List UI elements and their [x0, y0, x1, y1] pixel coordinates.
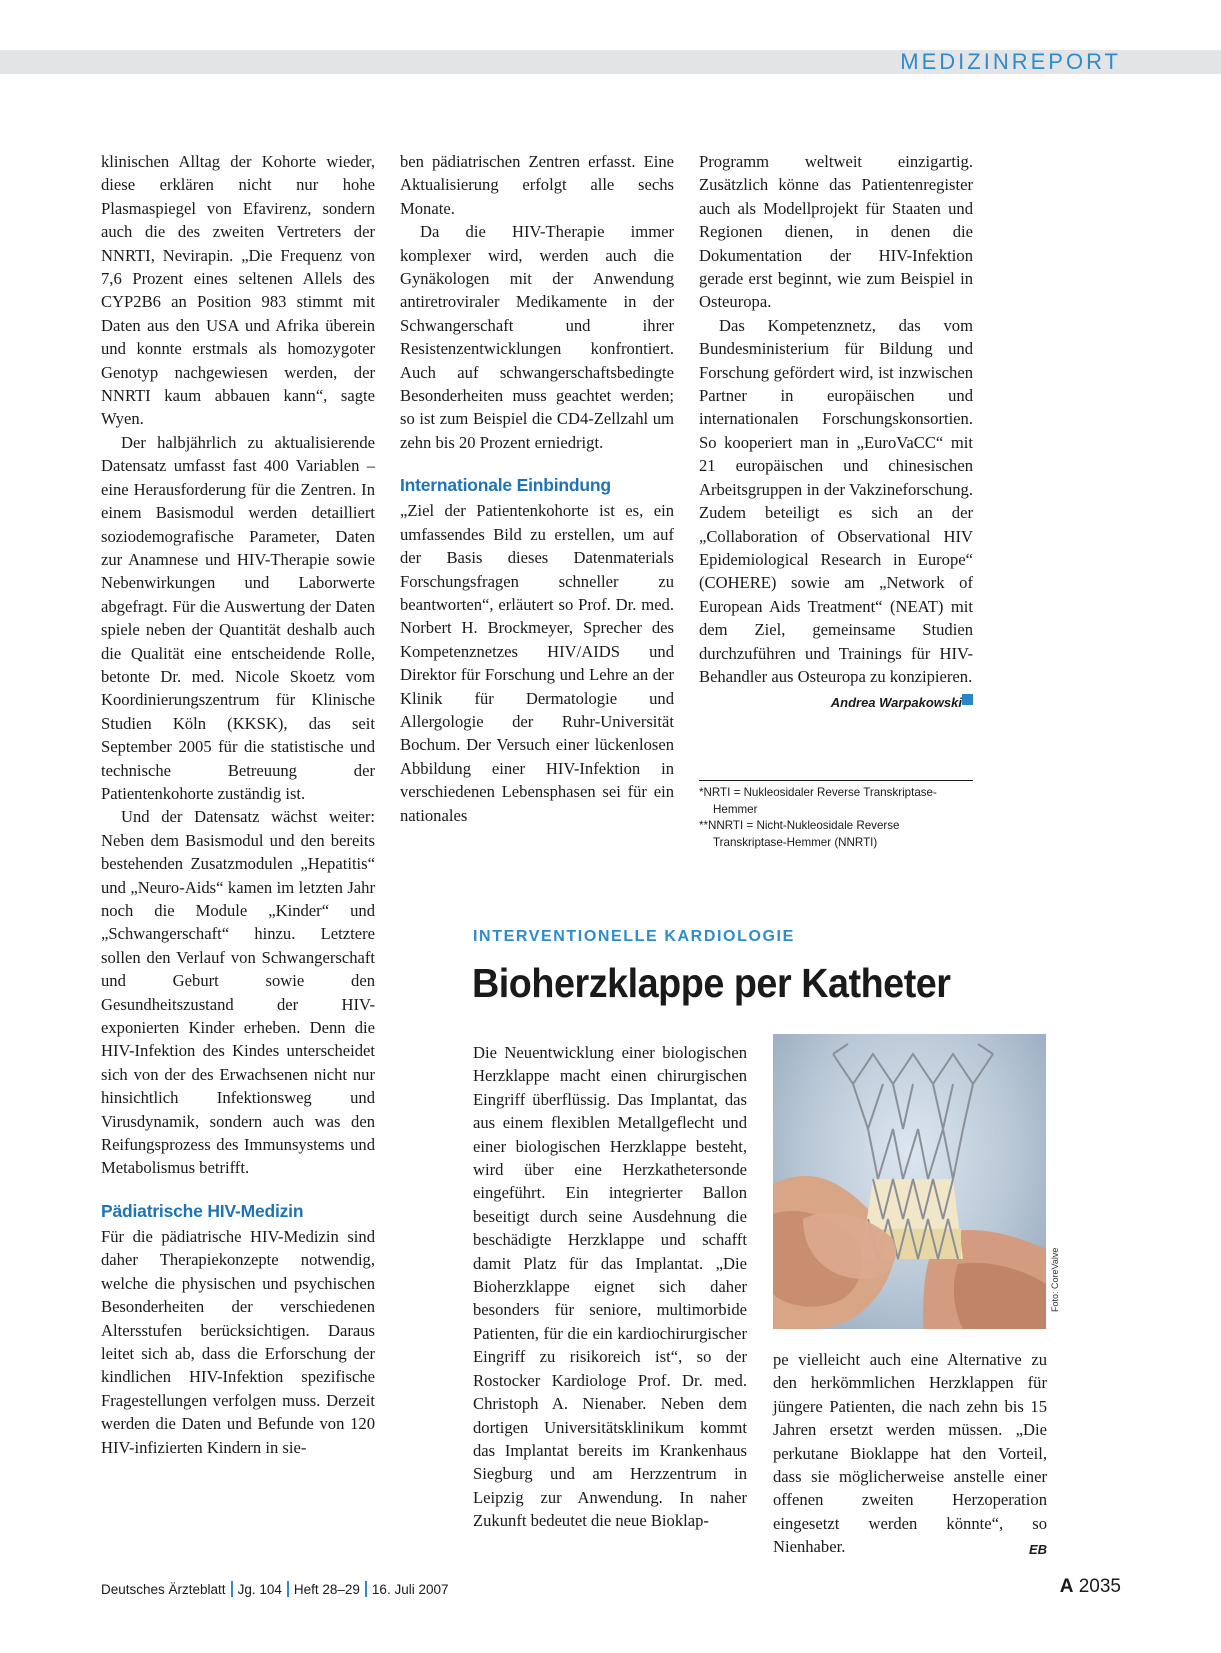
footnote: *NRTI = Nukleosidaler Reverse Transkriptase-Hemmer: [699, 786, 937, 816]
paragraph-text: pe vielleicht auch eine Alternative zu den herkömmlichen Herzklappen für jüngere Patienten, die nach zehn bis 15 Jahren ersetzt werden müssen. „Die perkutane Bioklappe hat den Vorteil, dass sie möglicherweise anstelle einer offenen zweiten Herzoperation eingesetzt werden könnte“, so Nienhaber.: [773, 1350, 1047, 1557]
divider: [231, 1581, 233, 1597]
section-label: MEDIZINREPORT: [900, 49, 1121, 74]
footnotes: [699, 780, 973, 851]
paragraph: Programm weltweit einzigartig. Zusätzlich könne das Patientenregister auch als Modellprojekt für Staaten und Regionen dienen, in denen die Dokumentation der HIV-Infektion gerade erst beginnt, wie zum Beispiel in Osteuropa.: [699, 152, 973, 312]
paragraph: Für die pädiatrische HIV-Medizin sind daher Therapiekonzepte notwendig, welche die physischen und psychischen Besonderheiten der verschiedenen Altersstufen berücksichtigen. Daraus leitet sich ab, dass die Erforschung der kindlichen HIV-Infektion spezifische Fragestellungen verfolgen muss. Derzeit werden die Daten und Befunde von 120 HIV-infizierten Kindern in sie-: [101, 1226, 375, 1457]
photo-credit: Foto: CoreValve: [1050, 1247, 1060, 1312]
heart-valve-illustration: [773, 1034, 1046, 1329]
paragraph: „Ziel der Patientenkohorte ist es, ein umfassendes Bild zu erstellen, um auf der Basis dieses Datenmaterials Forschungsfragen schneller zu beantworten“, erläutert so Prof. Dr. med. Norbert H. Brockmeyer, Sprecher des Kompetenznetzes HIV/AIDS und Direktor für Forschung und Lehre an der Klinik für Dermatologie und Allergologie der Ruhr-Universität Bochum. Der Versuch einer lückenlosen Abbildung einer HIV-Infektion in verschiedenen Lebensphasen sei für ein nationales: [400, 501, 674, 825]
volume: Jg. 104: [237, 1582, 282, 1597]
page-prefix: A: [1059, 1576, 1074, 1597]
paragraph: klinischen Alltag der Kohorte wieder, diese erklären nicht nur hohe Plasmaspiegel von Efavirenz, sondern auch die des zweiten Vertreters der NNRTI, Nevirapin. „Die Frequenz von 7,6 Prozent eines seltenen Allels des CYP2B6 an Position 983 stimmt mit Daten aus den USA und Afrika überein und konnte erstmals als homozygoter Genotyp nachgewiesen werden, der NNRTI kaum abbauen kann“, sagte Wyen.: [101, 152, 375, 429]
page-number: [1060, 1576, 1121, 1598]
subheading: Pädiatrische HIV-Medizin: [101, 1200, 304, 1221]
author-line: [699, 690, 973, 714]
footnote: **NNRTI = Nicht-Nukleosidale Reverse Transkriptase-Hemmer (NNRTI): [699, 819, 900, 849]
paragraph: Und der Datensatz wächst weiter: Neben dem Basismodul und den bereits bestehenden Zusatzmodulen „Hepatitis“ und „Neuro-Aids“ kamen im letzten Jahr noch die Module „Kinder“ und „Schwangerschaft“ hinzu. Letztere sollen den Verlauf von Schwangerschaft und Geburt sowie den Gesundheitszustand der HIV-exponierten Kinder erheben. Denn die HIV-Infektion des Kindes unterscheidet sich von der des Erwachsenen nicht nur hinsichtlich Infektionsweg und Virusdynamik, sondern auch was den Reifungsprozess des Immunsystems und Metabolismus betrifft.: [101, 807, 375, 1178]
paragraph-text: Das Kompetenznetz, das vom Bundesministerium für Bildung und Forschung gefördert wird, ist inzwischen Partner in europäischen und internationalen Forschungskonsortien. So kooperiert man in „EuroVaCC“ mit 21 europäischen und chinesischen Arbeitsgruppen in der Vakzineforschung. Zudem beteiligt es sich an der „Collaboration of Observational HIV Epidemiological Research in Europe“ (COHERE) sowie am „Network of European Aids Treatment“ (NEAT) mit dem Ziel, gemeinsame Studien durchzuführen und Trainings für HIV-Behandler aus Osteuropa zu konzipieren.: [699, 315, 973, 686]
paragraph: [699, 314, 973, 689]
author-name: Andrea Warpakowski: [830, 695, 962, 711]
subheading: Internationale Einbindung: [400, 475, 611, 496]
issue-date: 16. Juli 2007: [371, 1582, 449, 1597]
article-headline: Bioherzklappe per Katheter: [472, 960, 951, 1006]
page-number-value: 2035: [1078, 1576, 1121, 1597]
paragraph: ben pädiatrischen Zentren erfasst. Eine Aktualisierung erfolgt alle sechs Monate.: [400, 152, 674, 218]
paragraph: Der halbjährlich zu aktualisierende Datensatz umfasst fast 400 Variablen – eine Herausforderung für die Zentren. In einem Basismodul werden detailliert soziodemografische Parameter, Daten zur Anamnese und HIV-Therapie sowie Nebenwirkungen und Laborwerte abgefragt. Für die Auswertung der Daten spiele neben der Quantität deshalb auch die Qualität eine entscheidende Rolle, betonte Dr. med. Nicole Skoetz vom Koordinierungszentrum für Klinische Studien Köln (KKSK), das seit September 2005 für die statistische und technische Betreuung der Patientenkohorte zuständig ist.: [101, 432, 375, 803]
author-initials: EB: [1028, 1542, 1047, 1558]
divider: [287, 1581, 289, 1597]
divider: [365, 1581, 367, 1597]
paragraph: [773, 1348, 1047, 1559]
journal-name: Deutsches Ärzteblatt: [101, 1582, 226, 1597]
issue: Heft 28–29: [293, 1582, 360, 1597]
paragraph: Da die HIV-Therapie immer komplexer wird, werden auch die Gynäkologen mit der Anwendung antiretroviraler Medikamente in der Schwangerschaft und ihrer Resistenzentwicklungen konfrontiert. Auch auf schwangerschaftsbedingte Besonderheiten muss geachtet werden; so ist zum Beispiel die CD4-Zellzahl um zehn bis 20 Prozent erniedrigt.: [400, 222, 674, 452]
footer: [101, 1581, 448, 1597]
paragraph: Die Neuentwicklung einer biologischen Herzklappe macht einen chirurgischen Eingriff überflüssig. Das Implantat, das aus einem flexiblen Metallgeflecht und einer biologischen Herzklappe besteht, wird über eine Herzkathetersonde eingeführt. Ein integrierter Ballon beseitigt durch seine Ausdehnung die beschädigte Herzklappe und schafft damit Platz für das Implantat. „Die Bioherzklappe eignet sich daher besonders für seniore, multimorbide Patienten, für die ein kardiochirurgischer Eingriff zu risikoreich ist“, so der Rostocker Kardiologe Prof. Dr. med. Christoph A. Nienaber. Neben dem dortigen Universitätsklinikum kommt das Implantat bereits im Krankenhaus Siegburg und am Herzzentrum in Leipzig zur Anwendung. In naher Zukunft bedeutet die neue Bioklap-: [473, 1043, 747, 1531]
article-column-2: [400, 150, 674, 827]
article2-column-2: [773, 1348, 1047, 1562]
valve-photo: [773, 1034, 1046, 1329]
article2-column-1: [473, 1041, 747, 1533]
article-column-1: [101, 150, 375, 1459]
end-mark-icon: [962, 694, 973, 705]
article-column-3: [699, 150, 973, 715]
article-kicker: INTERVENTIONELLE KARDIOLOGIE: [473, 928, 795, 945]
